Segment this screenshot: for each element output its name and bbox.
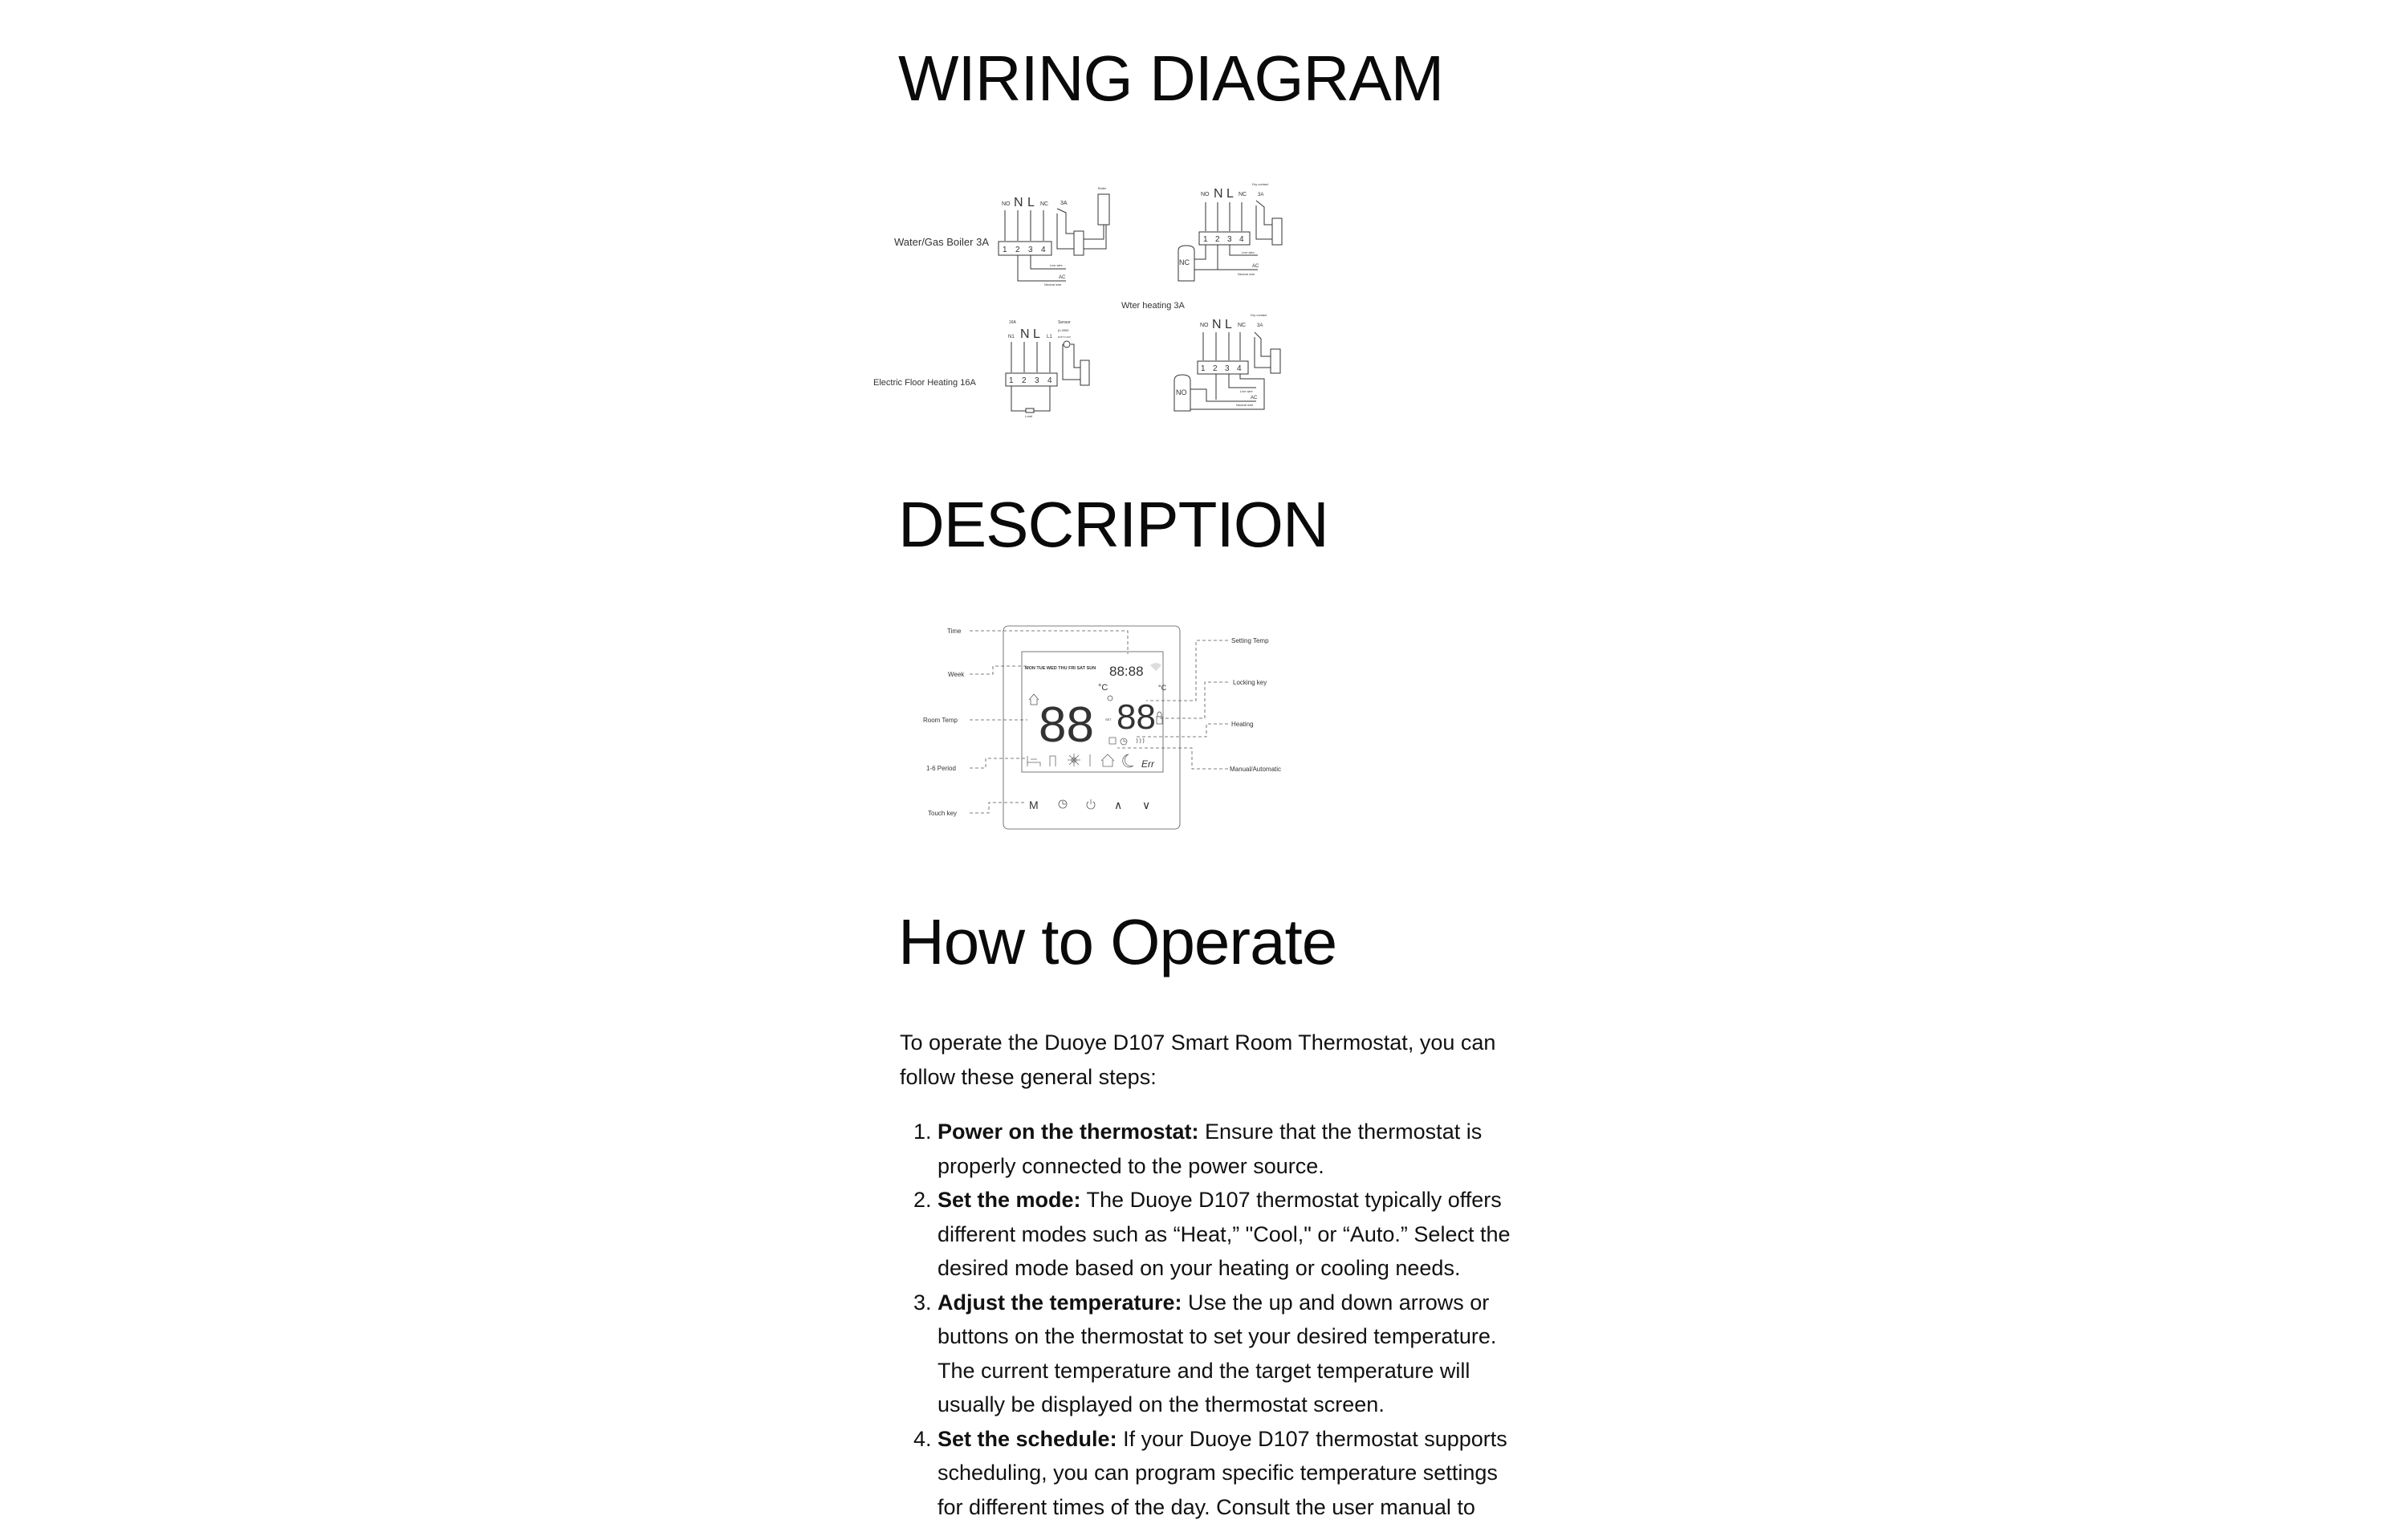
terminal: 2 <box>1015 246 1020 254</box>
terminal: 3 <box>1225 364 1230 373</box>
sun-indicator-icon <box>1108 696 1112 701</box>
set-temp-digits: 88 <box>1117 697 1156 737</box>
amp-label: 3A <box>1060 201 1068 206</box>
terminal: 4 <box>1047 376 1052 385</box>
terminal: 4 <box>1239 235 1244 244</box>
label-l: L <box>1033 327 1040 341</box>
set-tag: SET <box>1105 717 1112 721</box>
water-heating-no-wiring <box>1174 313 1280 411</box>
terminal: 1 <box>1009 376 1014 385</box>
live-wire-label: Live wire <box>1050 263 1064 267</box>
terminal: 4 <box>1237 364 1242 373</box>
dry-contact-label: Dry contact <box>1252 182 1269 186</box>
terminal: 3 <box>1227 235 1232 244</box>
step-item <box>938 1422 1518 1524</box>
label-l: L <box>1226 187 1234 201</box>
neutral-wire-label: Neutral wire <box>1044 282 1062 287</box>
water-heating-label: Wter heating 3A <box>1121 301 1186 311</box>
operate-intro: To operate the Duoye D107 Smart Room Thermostat, you can follow these general steps: <box>900 1026 1518 1094</box>
valve-nc: NC <box>1179 258 1190 266</box>
terminal: 2 <box>1213 364 1218 373</box>
boiler-text: Boiler <box>1098 186 1107 190</box>
status-icons <box>1109 738 1144 745</box>
power-key-icon <box>1087 799 1095 809</box>
wiring-diagram-image <box>891 161 1501 433</box>
label-room-temp: Room Temp <box>923 717 958 724</box>
key-down: ∨ <box>1142 799 1150 811</box>
operate-content <box>900 1026 1518 1524</box>
boiler-wiring <box>894 186 1109 287</box>
period-icons <box>1027 754 1133 767</box>
key-m: M <box>1029 799 1039 811</box>
load-label: Load <box>1025 414 1032 418</box>
live-wire-label: Live wire <box>1240 389 1254 393</box>
ac-label: AC <box>1251 396 1258 400</box>
clock-key-icon <box>1059 800 1067 808</box>
label-period: 1-6 Period <box>926 765 956 772</box>
terminal: 2 <box>1022 376 1027 385</box>
label-n: N <box>1214 187 1223 201</box>
label-nc: NC <box>1239 192 1247 197</box>
floor-heating-wiring <box>873 320 1089 418</box>
terminal: 1 <box>1203 235 1208 244</box>
label-no: NO <box>1002 201 1011 207</box>
step-item <box>938 1183 1518 1286</box>
step-text: The Duoye D107 thermostat typically offers different modes such as “Heat,” "Cool," or “Auto.” Select the desired mode based on your heating or cooling needs. <box>938 1188 1511 1280</box>
water-heating-nc-wiring <box>1178 182 1282 281</box>
terminal: 3 <box>1028 246 1033 254</box>
room-unit: °C <box>1098 683 1108 693</box>
terminal: 1 <box>1201 364 1206 373</box>
live-wire-label: Live wire <box>1242 250 1255 254</box>
terminal: 1 <box>1003 246 1007 254</box>
label-no: NO <box>1201 192 1210 197</box>
terminal: 3 <box>1035 376 1039 385</box>
valve-no: NO <box>1176 388 1187 396</box>
floor-heating-label: Electric Floor Heating 16A <box>873 378 976 388</box>
neutral-wire-label: Neutral wire <box>1236 403 1254 407</box>
err-indicator: Err <box>1141 758 1155 770</box>
label-time: Time <box>947 628 962 635</box>
label-l: L <box>1027 196 1035 209</box>
clock-digits: 88:88 <box>1109 664 1144 679</box>
sensor-r25: R25°C=10K <box>1058 335 1071 339</box>
sensor-label: Sensor <box>1058 320 1071 325</box>
label-touch-key: Touch key <box>928 810 957 817</box>
step-title: Power on the thermostat: <box>938 1120 1199 1144</box>
set-unit: °C <box>1158 684 1167 692</box>
terminal: 4 <box>1041 246 1046 254</box>
boiler-label: Water/Gas Boiler 3A <box>894 236 989 248</box>
label-no: NO <box>1200 323 1209 328</box>
step-item <box>938 1286 1518 1422</box>
label-nc: NC <box>1238 323 1246 328</box>
label-heating: Heating <box>1231 721 1254 728</box>
amp-label: 3A <box>1257 323 1263 328</box>
how-to-operate-heading: How to Operate <box>898 910 1336 974</box>
label-n: N <box>1212 318 1222 331</box>
label-l: L <box>1225 318 1232 331</box>
wiring-diagram-heading: WIRING DIAGRAM <box>898 47 1443 111</box>
amp-label: 16A <box>1009 320 1017 325</box>
sensor-beta: β=3950 <box>1058 328 1069 332</box>
operate-steps <box>900 1115 1518 1524</box>
lock-icon <box>1157 712 1162 724</box>
dry-contact-label: Dry contact <box>1251 313 1267 317</box>
label-nc: NC <box>1040 201 1048 207</box>
step-item <box>938 1115 1518 1183</box>
step-title: Adjust the temperature: <box>938 1290 1182 1315</box>
ac-label: AC <box>1252 264 1259 269</box>
label-manual-automatic: Manual/Automatic <box>1230 766 1281 773</box>
label-n: N <box>1020 327 1030 341</box>
amp-label: 3A <box>1258 193 1263 197</box>
label-n1: N1 <box>1008 335 1015 339</box>
ac-label: AC <box>1059 275 1066 280</box>
neutral-wire-label: Neutral wire <box>1238 272 1255 276</box>
label-setting-temp: Setting Temp <box>1231 637 1269 644</box>
description-heading: DESCRIPTION <box>898 493 1328 557</box>
step-text: Ensure that the thermostat is properly connected to the power source. <box>938 1120 1482 1178</box>
label-locking-key: Locking key <box>1233 679 1267 686</box>
label-week: Week <box>948 671 965 678</box>
key-up: ∧ <box>1114 799 1122 811</box>
room-temp-digits: 88 <box>1039 697 1094 753</box>
step-text: If your Duoye D107 thermostat supports scheduling, you can program specific temperature settings for different times of the day. Consult the user manual to <box>938 1427 1507 1519</box>
step-title: Set the schedule: <box>938 1427 1117 1451</box>
wifi-icon <box>1150 663 1161 671</box>
step-title: Set the mode: <box>938 1188 1081 1212</box>
label-l1: L1 <box>1047 335 1052 339</box>
thermostat-description-image <box>899 610 1381 843</box>
step-text: Use the up and down arrows or buttons on the thermostat to set your desired temperature. The current temperature and the target temperature will usually be displayed on the thermostat screen. <box>938 1290 1496 1417</box>
home-icon <box>1029 694 1039 705</box>
label-n: N <box>1014 196 1023 209</box>
weekdays: MON TUE WED THU FRI SAT SUN <box>1025 666 1096 671</box>
terminal: 2 <box>1215 235 1220 244</box>
